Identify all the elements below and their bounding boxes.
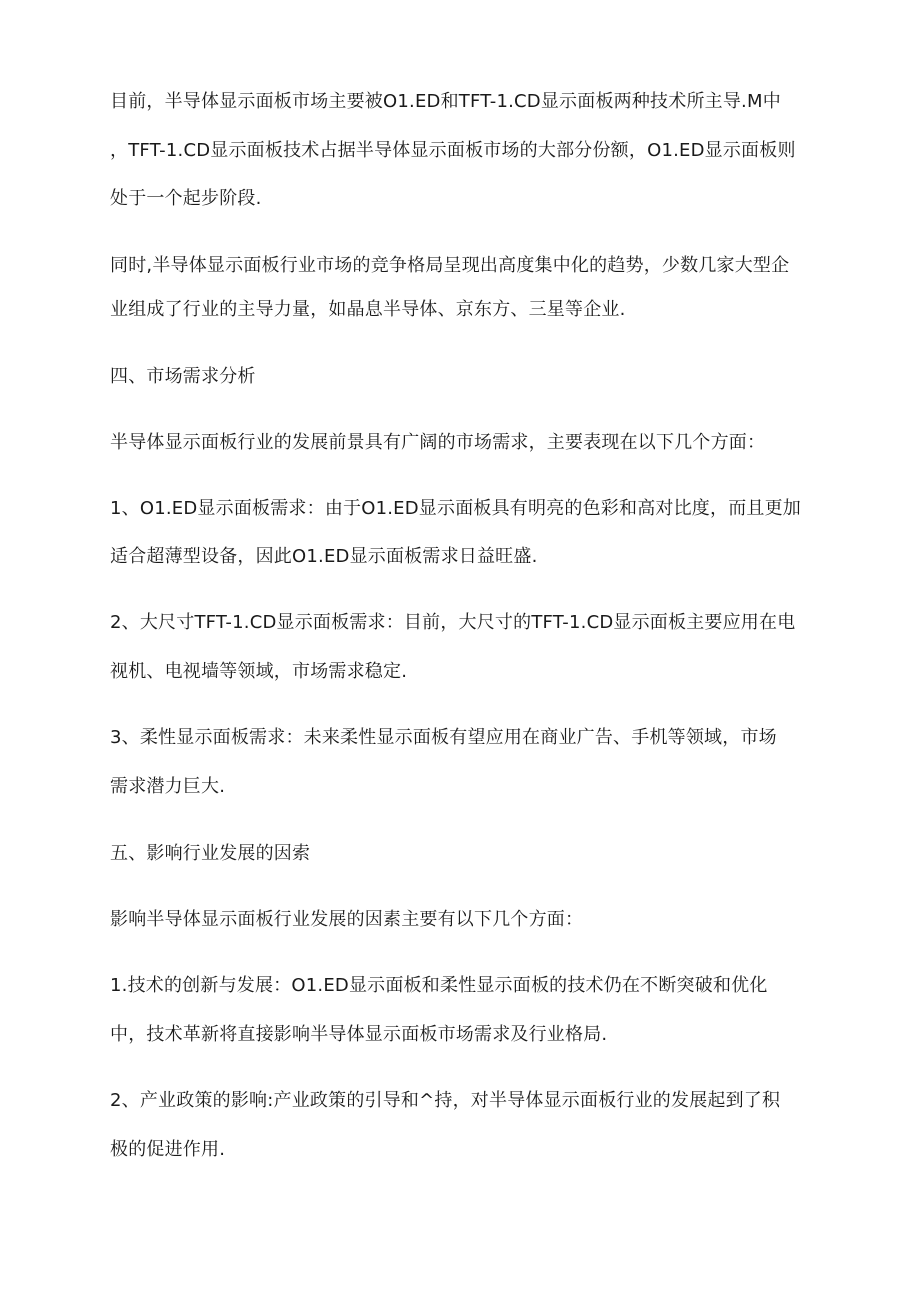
paragraph-line: 影响半导体显示面板行业发展的因素主要有以下几个方面： — [110, 909, 584, 930]
list-item-line: 极的促进作用. — [110, 1139, 226, 1160]
section-heading-4: 四、市场需求分析 — [110, 366, 256, 387]
list-item-line: 需求潜力巨大. — [110, 776, 226, 797]
list-item-line: 3、柔性显示面板需求：未来柔性显示面板有望应用在商业广告、手机等领域，市场 — [110, 727, 777, 748]
list-item-line: 1.技术的创新与发展：O1.ED显示面板和柔性显示面板的技术仍在不断突破和优化 — [110, 975, 768, 996]
list-item-line: 中，技术革新将直接影响半导体显示面板市场需求及行业格局. — [110, 1024, 608, 1045]
list-item-line: 1、O1.ED显示面板需求：由于O1.ED显示面板具有明亮的色彩和高对比度，而且更加 — [110, 498, 801, 519]
paragraph-line: 目前，半导体显示面板市场主要被O1.ED和TFT-1.CD显示面板两种技术所主导.M中 — [110, 91, 781, 112]
section-heading-5: 五、影响行业发展的因索 — [110, 843, 311, 864]
paragraph-line: 处于一个起步阶段. — [110, 188, 262, 209]
list-item-line: 适合超薄型设备，因此O1.ED显示面板需求日益旺盛. — [110, 546, 538, 567]
list-item-line: 视机、电视墙等领域，市场需求稳定. — [110, 661, 408, 682]
paragraph-line: 业组成了行业的主导力量，如晶息半导体、京东方、三星等企业. — [110, 299, 626, 320]
paragraph-line: 半导体显示面板行业的发展前景具有广阔的市场需求，主要表现在以下几个方面： — [110, 432, 766, 453]
paragraph-line: 同时,半导体显示面板行业市场的竞争格局呈现出高度集中化的趋势，少数几家大型企 — [110, 255, 790, 276]
list-item-line: 2、大尺寸TFT-1.CD显示面板需求：目前，大尺寸的TFT-1.CD显示面板主要应用在电 — [110, 612, 796, 633]
list-item-line: 2、产业政策的影响:产业政策的引导和^持，对半导体显示面板行业的发展起到了积 — [110, 1090, 781, 1111]
paragraph-line: ，TFT-1.CD显示面板技术占据半导体显示面板市场的大部分份额，O1.ED显示面板则 — [110, 140, 796, 161]
